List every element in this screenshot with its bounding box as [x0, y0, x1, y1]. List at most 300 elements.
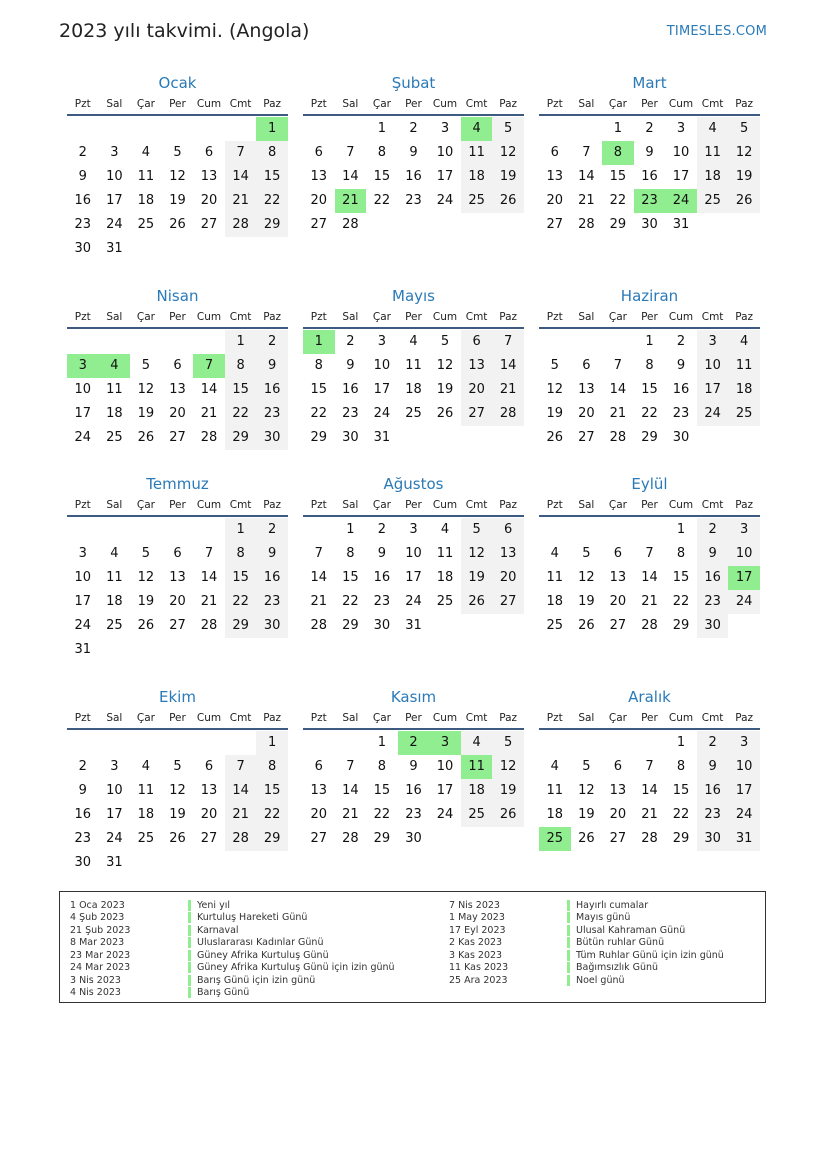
day-cell	[335, 731, 367, 755]
day-cell: 29	[373, 831, 391, 846]
day-cell: 8	[256, 755, 288, 779]
day-cell: 27	[461, 402, 493, 426]
day-header: Cmt	[465, 499, 488, 511]
day-cell	[492, 827, 524, 851]
day-cell: 28	[200, 430, 218, 445]
day-cell: 6	[613, 759, 623, 774]
day-cell: 21	[492, 378, 524, 402]
day-cell: 20	[169, 406, 186, 421]
day-header: Paz	[499, 311, 518, 323]
week-row	[539, 426, 760, 450]
day-cell: 23	[672, 406, 690, 421]
holiday-name: Uluslararası Kadınlar Günü	[188, 937, 323, 948]
day-cell	[193, 638, 225, 662]
week-row	[303, 378, 524, 402]
day-header: Per	[405, 499, 422, 511]
day-cell: 11	[546, 783, 564, 798]
day-cell: 7	[346, 759, 355, 774]
site-link[interactable]: TIMESLES.COM	[666, 24, 767, 39]
day-cell: 26	[728, 189, 760, 213]
week-row	[67, 189, 288, 213]
day-cell: 17	[74, 594, 92, 609]
day-header: Cmt	[229, 712, 252, 724]
week-row	[67, 426, 288, 450]
day-cell	[335, 117, 367, 141]
day-cell: 29	[672, 618, 690, 633]
day-cell: 17	[106, 807, 123, 822]
day-cell: 27	[169, 430, 186, 445]
day-cell: 14	[310, 570, 328, 585]
day-header: Sal	[106, 98, 123, 110]
day-cell: 7	[204, 546, 214, 561]
day-cell: 1	[613, 121, 623, 136]
month-block	[303, 473, 524, 638]
day-cell: 23	[634, 189, 666, 213]
holiday-date: 25 Ara 2023	[449, 974, 508, 986]
day-cell: 14	[609, 382, 627, 397]
week-row	[67, 117, 288, 141]
day-cell: 9	[256, 354, 288, 378]
day-cell: 18	[728, 378, 760, 402]
day-cell: 23	[74, 217, 92, 232]
day-cell: 9	[256, 542, 288, 566]
day-cell: 13	[200, 169, 218, 184]
day-cell: 6	[582, 358, 591, 373]
holiday-name: Hayırlı cumalar	[567, 900, 648, 911]
week-row	[539, 141, 760, 165]
day-cell: 6	[173, 358, 182, 373]
day-cell: 30	[256, 614, 288, 638]
week-row	[303, 542, 524, 566]
day-cell: 24	[106, 217, 123, 232]
day-cell: 22	[256, 189, 288, 213]
day-header: Sal	[342, 311, 359, 323]
day-cell	[193, 731, 225, 755]
day-cell: 13	[609, 783, 627, 798]
day-cell: 27	[310, 831, 328, 846]
day-cell: 2	[256, 330, 288, 354]
day-cell: 15	[373, 783, 391, 798]
day-cell: 16	[74, 807, 92, 822]
day-cell: 26	[169, 217, 186, 232]
day-cell: 4	[550, 759, 559, 774]
month-block	[67, 686, 288, 875]
day-header-row	[67, 94, 288, 116]
day-header: Per	[641, 499, 658, 511]
day-cell	[492, 213, 524, 237]
day-cell: 20	[200, 193, 218, 208]
week-row	[303, 779, 524, 803]
day-cell	[130, 117, 162, 141]
holiday-name: Kurtuluş Hareketi Günü	[188, 912, 307, 923]
day-cell	[130, 638, 162, 662]
day-cell: 26	[578, 831, 595, 846]
day-cell	[634, 731, 666, 755]
day-cell: 31	[74, 642, 92, 657]
day-cell: 23	[373, 594, 391, 609]
holiday-date: 3 Nis 2023	[70, 974, 121, 986]
day-header: Çar	[608, 311, 627, 323]
day-cell: 15	[641, 382, 658, 397]
holiday-column-right	[449, 899, 724, 987]
day-cell: 7	[645, 546, 654, 561]
day-cell: 15	[256, 779, 288, 803]
day-cell	[539, 330, 571, 354]
day-cell	[99, 518, 131, 542]
day-cell: 24	[436, 193, 454, 208]
day-cell: 7	[613, 358, 623, 373]
holiday-name: Mayıs günü	[567, 912, 630, 923]
day-cell: 1	[676, 735, 686, 750]
day-cell: 10	[436, 759, 454, 774]
day-cell: 20	[492, 566, 524, 590]
day-header: Per	[169, 98, 186, 110]
day-header: Sal	[106, 712, 123, 724]
day-cell	[539, 518, 571, 542]
holiday-name: Yeni yıl	[188, 900, 230, 911]
day-cell: 30	[641, 217, 658, 232]
day-cell: 31	[373, 430, 391, 445]
day-cell	[162, 117, 194, 141]
day-cell: 27	[609, 618, 627, 633]
day-cell: 17	[373, 382, 391, 397]
day-cell: 24	[665, 189, 697, 213]
day-header: Pzt	[74, 311, 91, 323]
day-cell: 23	[405, 193, 422, 208]
day-cell: 13	[200, 783, 218, 798]
day-cell	[162, 851, 194, 875]
week-row	[67, 237, 288, 261]
day-cell: 5	[492, 117, 524, 141]
day-cell: 22	[609, 193, 627, 208]
holiday-name: Ulusal Kahraman Günü	[567, 925, 685, 936]
day-cell	[429, 614, 461, 638]
day-cell: 17	[74, 406, 92, 421]
month-block	[303, 686, 524, 851]
day-header: Çar	[136, 712, 155, 724]
day-header: Pzt	[74, 712, 91, 724]
day-cell	[193, 117, 225, 141]
day-cell: 11	[436, 546, 454, 561]
day-cell: 4	[550, 546, 559, 561]
day-header: Pzt	[74, 98, 91, 110]
day-cell: 26	[578, 618, 595, 633]
day-cell: 2	[645, 121, 654, 136]
day-cell: 21	[641, 807, 658, 822]
week-row	[303, 354, 524, 378]
day-header: Sal	[578, 712, 595, 724]
day-cell: 3	[440, 121, 450, 136]
day-cell: 9	[78, 169, 87, 184]
day-cell: 3	[429, 731, 461, 755]
day-cell: 5	[728, 117, 760, 141]
day-header: Cmt	[701, 499, 724, 511]
day-header: Cmt	[229, 499, 252, 511]
day-cell: 17	[697, 378, 729, 402]
holiday-row	[70, 937, 395, 950]
day-cell: 14	[578, 169, 595, 184]
day-cell	[67, 330, 99, 354]
day-cell: 9	[377, 546, 387, 561]
day-header: Paz	[263, 311, 282, 323]
day-header-row	[303, 307, 524, 329]
holiday-row	[70, 962, 395, 975]
holiday-date: 21 Şub 2023	[70, 924, 131, 936]
day-cell: 15	[609, 169, 627, 184]
day-cell: 12	[546, 382, 564, 397]
day-header: Çar	[136, 311, 155, 323]
day-cell: 19	[169, 193, 186, 208]
week-row	[67, 542, 288, 566]
day-cell: 3	[697, 330, 729, 354]
day-cell: 8	[225, 354, 257, 378]
day-cell: 22	[373, 193, 391, 208]
day-header: Cmt	[701, 98, 724, 110]
day-header: Paz	[499, 98, 518, 110]
week-row	[539, 354, 760, 378]
day-cell: 21	[342, 807, 359, 822]
day-cell: 25	[697, 189, 729, 213]
day-header: Cum	[196, 712, 222, 724]
day-cell: 5	[141, 358, 151, 373]
day-cell: 10	[697, 354, 729, 378]
holiday-row	[449, 937, 724, 950]
week-row	[303, 165, 524, 189]
day-cell	[99, 638, 131, 662]
day-cell: 4	[440, 522, 450, 537]
day-cell: 24	[405, 594, 422, 609]
day-cell: 11	[137, 169, 155, 184]
holiday-name: Noel günü	[567, 975, 625, 986]
day-cell: 19	[461, 566, 493, 590]
day-cell: 25	[461, 189, 493, 213]
day-cell: 13	[169, 570, 186, 585]
day-cell: 6	[204, 759, 214, 774]
day-header: Per	[641, 712, 658, 724]
week-row	[67, 518, 288, 542]
holiday-row	[449, 949, 724, 962]
day-cell: 5	[440, 334, 450, 349]
day-cell: 25	[137, 831, 155, 846]
day-cell: 8	[377, 145, 387, 160]
day-cell: 17	[436, 169, 454, 184]
week-row	[539, 614, 760, 638]
day-cell: 1	[303, 330, 335, 354]
day-cell: 14	[492, 354, 524, 378]
day-cell: 19	[728, 165, 760, 189]
day-cell: 25	[436, 594, 454, 609]
week-row	[303, 590, 524, 614]
month-block	[539, 72, 760, 237]
month-name: Mart	[632, 74, 667, 92]
day-cell: 5	[173, 759, 182, 774]
day-cell: 29	[256, 213, 288, 237]
day-header: Cmt	[229, 311, 252, 323]
day-header: Çar	[136, 98, 155, 110]
day-cell: 29	[641, 430, 658, 445]
day-cell: 2	[697, 731, 729, 755]
week-row	[303, 566, 524, 590]
day-cell: 25	[405, 406, 422, 421]
day-header: Paz	[263, 712, 282, 724]
day-cell: 11	[546, 570, 564, 585]
day-cell: 2	[377, 522, 387, 537]
day-header: Per	[405, 311, 422, 323]
day-cell: 12	[728, 141, 760, 165]
week-row	[303, 803, 524, 827]
day-cell: 2	[256, 518, 288, 542]
day-cell: 1	[256, 731, 288, 755]
week-row	[67, 851, 288, 875]
day-header: Cum	[432, 311, 458, 323]
day-cell: 19	[137, 406, 155, 421]
day-cell: 6	[314, 759, 323, 774]
day-cell: 10	[436, 145, 454, 160]
day-cell: 2	[676, 334, 686, 349]
day-cell: 20	[461, 378, 493, 402]
day-cell: 20	[310, 193, 328, 208]
day-cell: 29	[310, 430, 328, 445]
day-cell: 14	[200, 382, 218, 397]
day-cell: 6	[613, 546, 623, 561]
day-cell	[429, 426, 461, 450]
day-cell: 12	[137, 570, 155, 585]
day-cell: 27	[492, 590, 524, 614]
day-cell	[162, 518, 194, 542]
day-cell: 29	[672, 831, 690, 846]
day-cell	[99, 330, 131, 354]
day-cell: 21	[200, 594, 218, 609]
day-cell: 25	[137, 217, 155, 232]
day-header: Cmt	[465, 98, 488, 110]
day-header: Sal	[342, 712, 359, 724]
day-cell: 21	[609, 406, 627, 421]
day-cell: 28	[641, 831, 658, 846]
week-row	[539, 117, 760, 141]
day-cell: 28	[200, 618, 218, 633]
holiday-name: Barış Günü için izin günü	[188, 975, 315, 986]
day-cell: 30	[74, 855, 92, 870]
day-cell: 23	[74, 831, 92, 846]
day-cell: 24	[74, 618, 92, 633]
day-cell: 15	[672, 783, 690, 798]
day-cell: 28	[609, 430, 627, 445]
day-header: Cum	[196, 98, 222, 110]
day-cell: 21	[225, 803, 257, 827]
day-cell: 18	[461, 165, 493, 189]
day-cell: 12	[492, 755, 524, 779]
day-cell: 8	[676, 759, 686, 774]
week-row	[539, 731, 760, 755]
day-cell: 28	[492, 402, 524, 426]
day-cell: 11	[697, 141, 729, 165]
day-header: Sal	[578, 499, 595, 511]
day-cell: 21	[310, 594, 328, 609]
day-cell: 7	[193, 354, 225, 378]
day-cell: 23	[256, 402, 288, 426]
day-cell: 6	[492, 518, 524, 542]
day-cell: 14	[641, 570, 658, 585]
day-header: Per	[169, 311, 186, 323]
day-cell: 2	[398, 731, 430, 755]
holiday-date: 23 Mar 2023	[70, 949, 131, 961]
day-cell: 14	[641, 783, 658, 798]
day-cell: 15	[225, 378, 257, 402]
day-cell: 15	[225, 566, 257, 590]
holiday-row	[449, 974, 724, 987]
day-cell: 10	[728, 755, 760, 779]
day-cell: 13	[492, 542, 524, 566]
holiday-row	[70, 987, 395, 1000]
day-header: Cum	[432, 499, 458, 511]
week-row	[303, 426, 524, 450]
day-header: Paz	[735, 712, 754, 724]
day-cell: 6	[550, 145, 559, 160]
day-cell: 21	[578, 193, 595, 208]
week-row	[303, 330, 524, 354]
day-cell: 3	[409, 522, 418, 537]
day-cell	[67, 731, 99, 755]
week-row	[67, 755, 288, 779]
day-cell: 24	[106, 831, 123, 846]
day-cell: 10	[106, 169, 123, 184]
holiday-date: 2 Kas 2023	[449, 937, 503, 949]
day-cell: 14	[225, 779, 257, 803]
day-cell: 2	[78, 145, 87, 160]
day-cell: 3	[110, 759, 119, 774]
day-cell: 13	[609, 570, 627, 585]
day-cell: 30	[342, 430, 359, 445]
week-row	[67, 354, 288, 378]
day-cell: 1	[225, 518, 257, 542]
day-cell: 13	[310, 169, 328, 184]
week-row	[303, 189, 524, 213]
day-header: Sal	[106, 499, 123, 511]
day-cell: 17	[106, 193, 123, 208]
day-cell: 28	[310, 618, 328, 633]
day-cell: 10	[405, 546, 422, 561]
day-cell	[461, 827, 493, 851]
week-row	[67, 827, 288, 851]
day-cell: 20	[169, 594, 186, 609]
day-header: Per	[641, 98, 658, 110]
day-cell: 4	[728, 330, 760, 354]
day-cell	[539, 731, 571, 755]
day-cell	[225, 638, 257, 662]
day-header: Paz	[263, 499, 282, 511]
day-cell	[461, 614, 493, 638]
week-row	[303, 402, 524, 426]
day-cell: 10	[106, 783, 123, 798]
day-cell	[162, 330, 194, 354]
day-cell: 25	[539, 827, 571, 851]
holiday-name: Bütün ruhlar Günü	[567, 937, 664, 948]
holiday-date: 24 Mar 2023	[70, 962, 131, 974]
month-block	[67, 72, 288, 261]
day-cell: 19	[578, 807, 595, 822]
day-cell: 31	[106, 855, 123, 870]
day-cell: 5	[550, 358, 559, 373]
day-cell: 27	[169, 618, 186, 633]
day-cell: 16	[697, 779, 729, 803]
day-header: Sal	[106, 311, 123, 323]
day-cell: 2	[697, 518, 729, 542]
week-row	[67, 402, 288, 426]
holiday-date: 7 Nis 2023	[449, 899, 500, 911]
day-cell: 4	[697, 117, 729, 141]
holiday-date: 4 Şub 2023	[70, 912, 125, 924]
week-row	[303, 755, 524, 779]
